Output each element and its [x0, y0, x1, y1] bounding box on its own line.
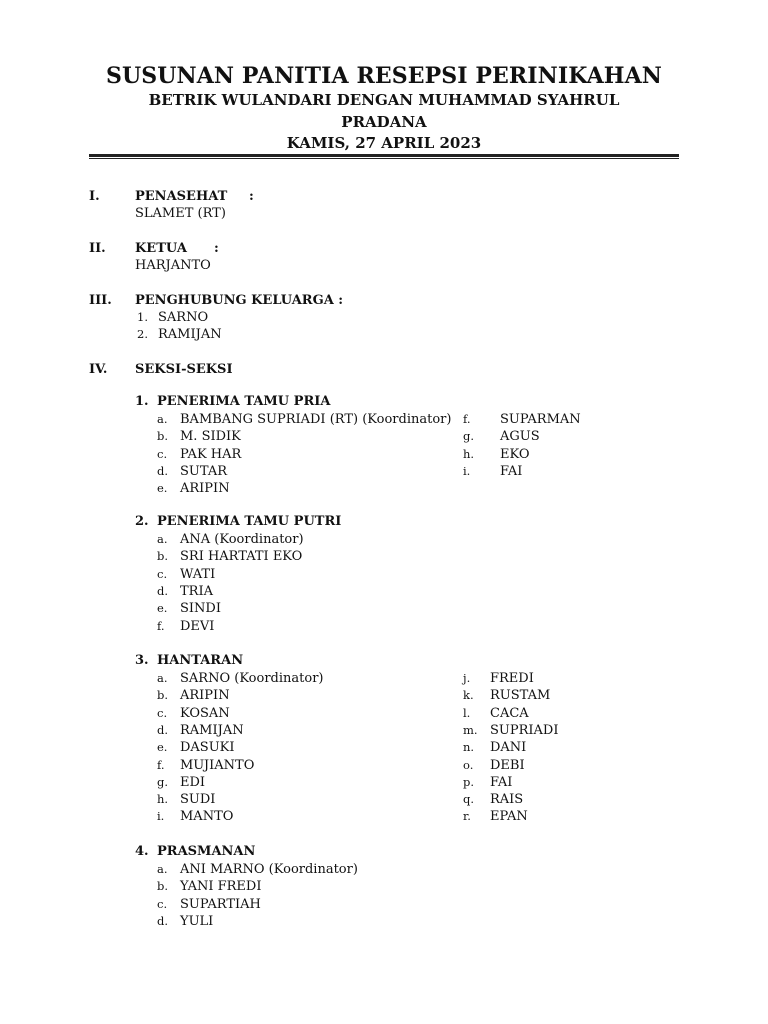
subsection-number: 2. [135, 514, 149, 529]
section-colon: : [214, 241, 219, 256]
list-item: SARNO (Koordinator) [180, 671, 324, 686]
list-item: ARIPIN [180, 688, 230, 704]
subsection-number: 1. [135, 394, 149, 409]
list-marker: a. [157, 862, 168, 876]
list-marker: n. [463, 740, 475, 755]
list-item: SUPRIADI [490, 722, 559, 738]
section-numeral: III. [89, 293, 112, 308]
list-marker: 1. [137, 310, 148, 324]
list-marker: d. [157, 913, 169, 928]
subsection-title-hantaran: HANTARAN [157, 653, 244, 668]
list-marker: h. [463, 446, 475, 461]
list-item: RAMIJAN [158, 327, 222, 343]
list-marker: b. [157, 549, 169, 564]
list-marker: i. [157, 809, 165, 824]
list-item: KOSAN [180, 705, 230, 721]
list-item: DEVI [180, 618, 215, 634]
subsection-title-penerima_pria: PENERIMA TAMU PRIA [157, 394, 331, 409]
header-divider-thick [89, 154, 679, 157]
list-item: DEBI [490, 757, 525, 773]
list-marker: c. [157, 705, 168, 720]
list-marker: f. [157, 618, 165, 633]
list-item: AGUS [500, 429, 540, 445]
event-date: KAMIS, 27 APRIL 2023 [286, 134, 482, 152]
list-item: M. SIDIK [180, 429, 241, 445]
list-item: WATI [180, 566, 216, 582]
list-marker: p. [463, 774, 475, 789]
list-marker: f. [463, 412, 471, 426]
list-item: YULI [180, 913, 214, 929]
list-marker: r. [463, 809, 471, 824]
list-marker: i. [463, 463, 471, 478]
section-heading-penasehat: PENASEHAT [135, 189, 228, 204]
list-marker: l. [463, 705, 471, 720]
list-marker: e. [157, 740, 168, 755]
list-item: MUJIANTO [180, 757, 255, 773]
list-marker: a. [157, 671, 168, 685]
list-marker: e. [157, 481, 168, 496]
subsection-number: 3. [135, 653, 149, 668]
list-marker: a. [157, 412, 168, 426]
list-marker: e. [157, 601, 168, 616]
list-item: EKO [500, 446, 530, 462]
section-heading-seksi: SEKSI-SEKSI [135, 362, 233, 377]
list-item: YANI FREDI [180, 879, 262, 895]
list-item: BAMBANG SUPRIADI (RT) (Koordinator) [180, 412, 452, 427]
subsection-number: 4. [135, 844, 149, 859]
subsection-title-penerima_putri: PENERIMA TAMU PUTRI [157, 514, 342, 529]
list-item: FAI [500, 463, 523, 479]
section-numeral: II. [89, 241, 106, 256]
list-marker: d. [157, 722, 169, 737]
penasehat-name: SLAMET (RT) [135, 206, 226, 221]
list-item: SARNO [158, 310, 209, 325]
list-item: PAK HAR [180, 446, 242, 462]
list-marker: c. [157, 566, 168, 581]
list-item: ARIPIN [180, 481, 230, 497]
list-item: SINDI [180, 601, 221, 617]
list-item: SRI HARTATI EKO [180, 549, 303, 565]
list-marker: c. [157, 896, 168, 911]
list-marker: g. [463, 429, 475, 444]
list-item: SUPARTIAH [180, 896, 261, 912]
section-heading-penghubung: PENGHUBUNG KELUARGA : [135, 293, 344, 308]
list-marker: h. [157, 792, 169, 807]
list-marker: b. [157, 688, 169, 703]
list-marker: q. [463, 792, 475, 807]
list-item: CACA [490, 705, 529, 721]
document-subtitle-line-1: BETRIK WULANDARI DENGAN MUHAMMAD SYAHRUL [148, 91, 620, 109]
list-marker: c. [157, 446, 168, 461]
list-item: DANI [490, 740, 527, 756]
list-marker: b. [157, 429, 169, 444]
section-numeral: I. [89, 189, 100, 204]
list-item: FREDI [490, 671, 534, 686]
list-item: ANA (Koordinator) [180, 532, 304, 547]
list-item: MANTO [180, 809, 234, 825]
list-item: ANI MARNO (Koordinator) [180, 862, 358, 877]
section-colon: : [249, 189, 254, 204]
section-numeral: IV. [89, 362, 108, 377]
list-marker: d. [157, 463, 169, 478]
list-item: EPAN [490, 809, 528, 825]
list-marker: k. [463, 688, 474, 703]
list-item: RAIS [490, 792, 524, 808]
list-marker: g. [157, 774, 169, 789]
document-subtitle-line-2: PRADANA [341, 113, 427, 131]
document-title: SUSUNAN PANITIA RESEPSI PERINIKAHAN [105, 63, 663, 89]
list-marker: b. [157, 879, 169, 894]
list-marker: 2. [137, 327, 148, 342]
list-marker: j. [463, 671, 471, 685]
list-item: FAI [490, 774, 513, 790]
list-item: TRIA [180, 583, 213, 599]
header-divider-thin [89, 158, 679, 159]
list-marker: a. [157, 532, 168, 546]
list-marker: o. [463, 757, 474, 772]
list-marker: f. [157, 757, 165, 772]
list-item: SUTAR [180, 463, 227, 479]
subsection-title-prasmanan: PRASMANAN [157, 844, 256, 859]
list-item: SUPARMAN [500, 412, 581, 427]
list-marker: m. [463, 722, 478, 737]
list-item: SUDI [180, 792, 216, 808]
list-item: RAMIJAN [180, 722, 244, 738]
section-heading-ketua: KETUA [135, 241, 187, 256]
list-marker: d. [157, 583, 169, 598]
list-item: DASUKI [180, 740, 235, 756]
list-item: RUSTAM [490, 688, 551, 704]
ketua-name: HARJANTO [135, 258, 211, 273]
list-item: EDI [180, 774, 206, 790]
